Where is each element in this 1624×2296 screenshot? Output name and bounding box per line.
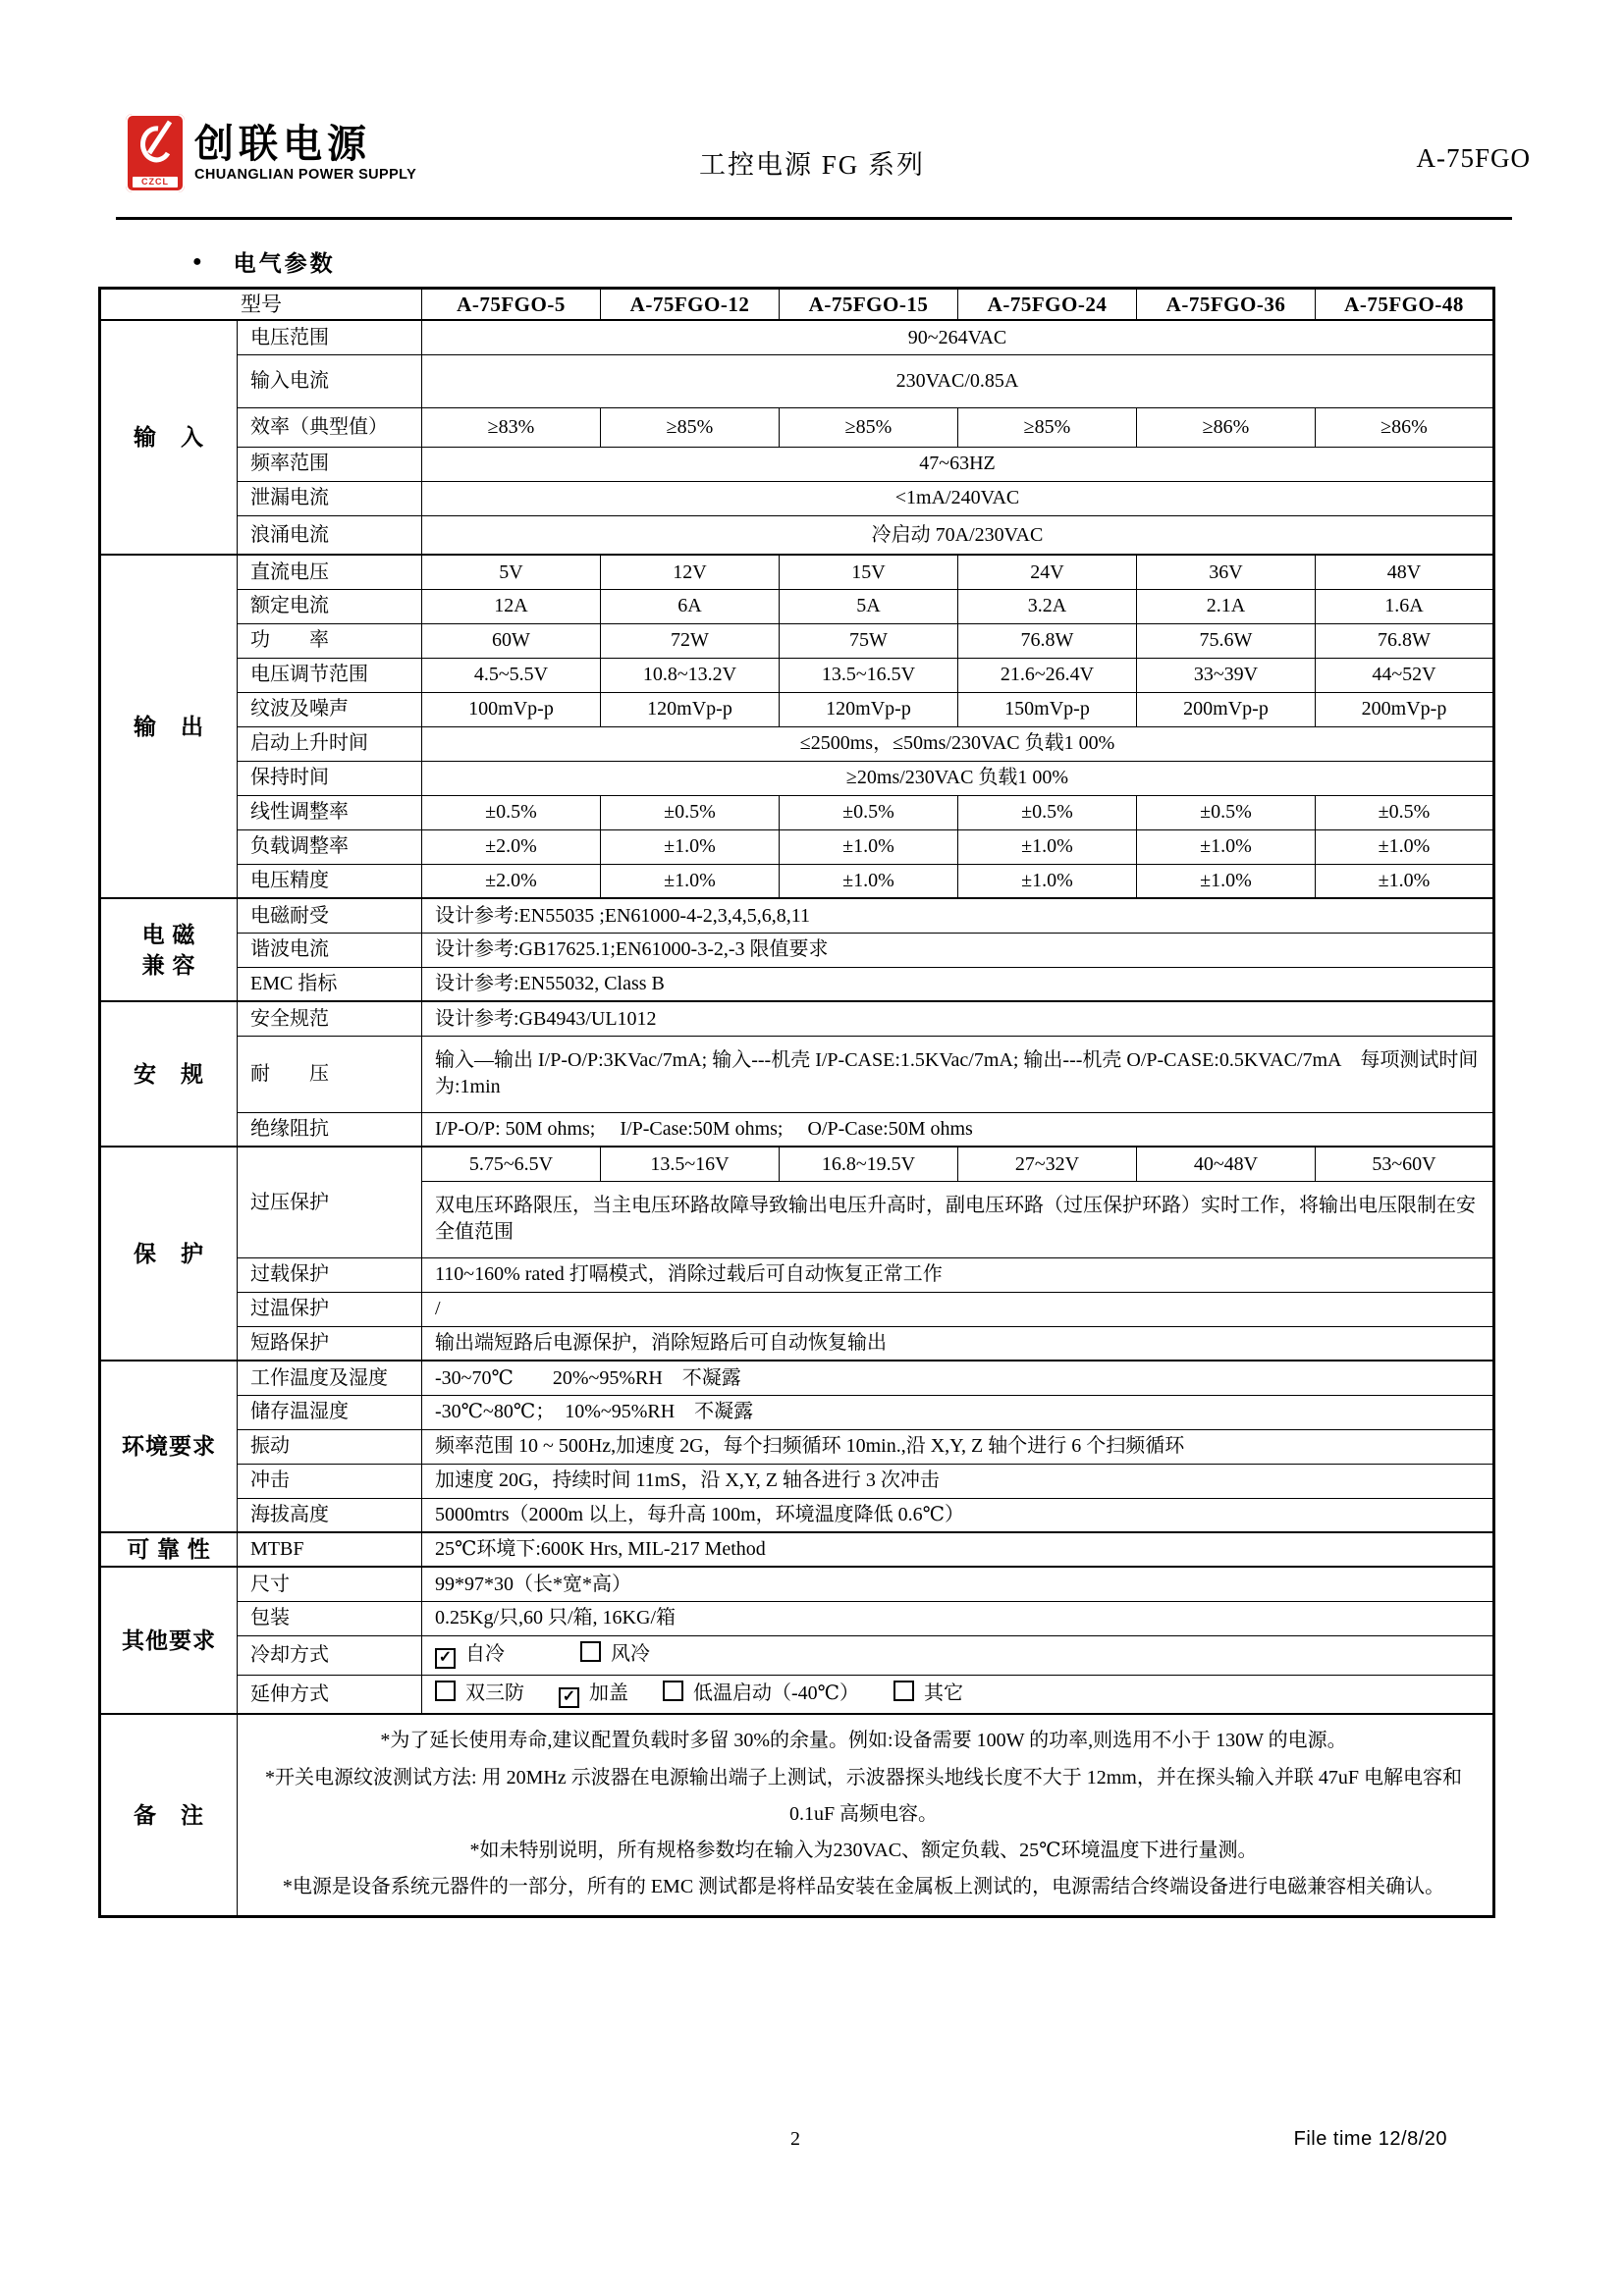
cell-value: ≥85%	[601, 407, 780, 447]
row-label: 过载保护	[238, 1257, 422, 1292]
group-emc	[100, 898, 238, 1001]
group-environment: 环境要求	[100, 1361, 238, 1532]
checkbox-label: 其它	[924, 1682, 964, 1705]
cell-value: 120mVp-p	[601, 692, 780, 726]
table-row-rise-time	[100, 726, 1494, 761]
checkbox-option	[435, 1641, 505, 1669]
checkbox-unchecked-icon	[893, 1681, 914, 1701]
table-row-dc-voltage	[100, 555, 1494, 589]
row-label: 绝缘阻抗	[238, 1112, 422, 1147]
table-row-models	[100, 289, 1494, 321]
cell-value: ±0.5%	[601, 795, 780, 829]
checkbox-label: 加盖	[589, 1682, 628, 1705]
row-label: 电压调节范围	[238, 658, 422, 692]
row-label: 包装	[238, 1601, 422, 1635]
cell-value: 120mVp-p	[780, 692, 958, 726]
cell-value: 75W	[780, 623, 958, 658]
row-value: 输出端短路后电源保护，消除短路后可自动恢复输出	[422, 1326, 1494, 1361]
cell-value: 4.5~5.5V	[422, 658, 601, 692]
table-row-vibration	[100, 1429, 1494, 1464]
table-row-olp	[100, 1257, 1494, 1292]
group-input: 输 入	[100, 320, 238, 555]
logo-company-name-en: CHUANGLIAN POWER SUPPLY	[194, 167, 417, 183]
row-label: 振动	[238, 1429, 422, 1464]
checkbox-label: 自冷	[465, 1643, 505, 1666]
cell-value: 21.6~26.4V	[958, 658, 1137, 692]
table-row-storage-temp	[100, 1395, 1494, 1429]
cell-value: ±1.0%	[601, 864, 780, 898]
table-row-voltage-range	[100, 320, 1494, 354]
table-row-line-reg	[100, 795, 1494, 829]
row-label: 冷却方式	[238, 1635, 422, 1675]
table-row-extension	[100, 1675, 1494, 1714]
checkbox-label: 双三防	[465, 1682, 524, 1705]
checkbox-label: 风冷	[611, 1643, 650, 1666]
cell-value: ≥86%	[1137, 407, 1316, 447]
cell-value: 3.2A	[958, 589, 1137, 623]
note-line: *开关电源纹波测试方法: 用 20MHz 示波器在电源输出端子上测试，示波器探头地线长度不大于 12mm，并在探头输入并联 47uF 电解电容和 0.1uF 高频电容。	[265, 1766, 1462, 1825]
cell-value: ±1.0%	[958, 864, 1137, 898]
table-row-otp	[100, 1292, 1494, 1326]
row-value: /	[422, 1292, 1494, 1326]
cell-value: 200mVp-p	[1137, 692, 1316, 726]
row-label: MTBF	[238, 1532, 422, 1567]
row-label: 电压范围	[238, 320, 422, 354]
row-label: 额定电流	[238, 589, 422, 623]
table-row-ripple	[100, 692, 1494, 726]
cell-value: 100mVp-p	[422, 692, 601, 726]
cell-value: ±1.0%	[780, 829, 958, 864]
row-value: 99*97*30（长*宽*高）	[422, 1567, 1494, 1601]
row-label: 电磁耐受	[238, 898, 422, 933]
cell-value: 5A	[780, 589, 958, 623]
document-code: A-75FGO	[1416, 143, 1531, 173]
cell-value: 44~52V	[1316, 658, 1494, 692]
cell-value: 40~48V	[1137, 1147, 1316, 1181]
row-label: 过温保护	[238, 1292, 422, 1326]
checkbox-unchecked-icon	[435, 1681, 456, 1701]
checkbox-option	[559, 1681, 628, 1708]
row-value: -30~70℃ 20%~95%RH 不凝露	[422, 1361, 1494, 1395]
table-row-insulation	[100, 1112, 1494, 1147]
row-label: 功 率	[238, 623, 422, 658]
table-row-inrush	[100, 515, 1494, 555]
row-value: 双电压环路限压，当主电压环路故障导致输出电压升高时，副电压环路（过压保护环路）实时工作，将输出电压限制在安全值范围	[422, 1181, 1494, 1257]
group-other: 其他要求	[100, 1567, 238, 1714]
cell-value: ±1.0%	[1137, 829, 1316, 864]
cell-value: 72W	[601, 623, 780, 658]
row-label: 泄漏电流	[238, 481, 422, 515]
table-row-v-accuracy	[100, 864, 1494, 898]
cell-value: 12A	[422, 589, 601, 623]
cell-value: 10.8~13.2V	[601, 658, 780, 692]
bullet-icon: ●	[192, 252, 202, 270]
checkbox-option	[435, 1681, 524, 1707]
cell-value: 15V	[780, 555, 958, 589]
checkbox-label: 低温启动（-40℃）	[693, 1682, 860, 1705]
cell-value: ±0.5%	[780, 795, 958, 829]
cell-value: 13.5~16V	[601, 1147, 780, 1181]
cell-value: ±2.0%	[422, 829, 601, 864]
row-value: -30℃~80℃； 10%~95%RH 不凝露	[422, 1395, 1494, 1429]
table-row-mtbf	[100, 1532, 1494, 1567]
logo-badge: CZCL	[133, 177, 178, 187]
cell-value: ±1.0%	[1316, 864, 1494, 898]
row-value: 冷启动 70A/230VAC	[422, 515, 1494, 555]
table-row-leakage	[100, 481, 1494, 515]
row-label: 纹波及噪声	[238, 692, 422, 726]
model-name: A-75FGO-24	[958, 289, 1137, 321]
row-value: I/P-O/P: 50M ohms; I/P-Case:50M ohms; O/P-Case:50M ohms	[422, 1112, 1494, 1147]
group-emc-line2: 兼 容	[141, 952, 196, 978]
extension-options	[422, 1675, 1494, 1714]
checkbox-checked-icon: ✓	[559, 1687, 579, 1708]
cell-value: ±1.0%	[1316, 829, 1494, 864]
note-line: *为了延长使用寿命,建议配置负载时多留 30%的余量。例如:设备需要 100W 的功率,则选用不小于 130W 的电源。	[380, 1730, 1347, 1752]
table-row-rated-current	[100, 589, 1494, 623]
cell-value: ±2.0%	[422, 864, 601, 898]
row-label: 工作温度及湿度	[238, 1361, 422, 1395]
model-name: A-75FGO-48	[1316, 289, 1494, 321]
row-value: ≤2500ms，≤50ms/230VAC 负载1 00%	[422, 726, 1494, 761]
row-label: 启动上升时间	[238, 726, 422, 761]
row-value: 47~63HZ	[422, 447, 1494, 481]
table-row-power	[100, 623, 1494, 658]
table-row-ovp	[100, 1147, 1494, 1181]
cell-value: 5.75~6.5V	[422, 1147, 601, 1181]
row-value: 设计参考:EN55032, Class B	[422, 967, 1494, 1001]
cell-value: ≥85%	[958, 407, 1137, 447]
row-value: 25℃环境下:600K Hrs, MIL-217 Method	[422, 1532, 1494, 1567]
cell-value: 2.1A	[1137, 589, 1316, 623]
row-label: 浪涌电流	[238, 515, 422, 555]
table-row-cooling	[100, 1635, 1494, 1675]
cell-value: 76.8W	[1316, 623, 1494, 658]
cell-value: 24V	[958, 555, 1137, 589]
row-label: 保持时间	[238, 761, 422, 795]
row-value: 90~264VAC	[422, 320, 1494, 354]
table-row-freq-range	[100, 447, 1494, 481]
checkbox-option	[893, 1681, 963, 1707]
checkbox-option	[663, 1681, 859, 1707]
model-name: A-75FGO-5	[422, 289, 601, 321]
checkbox-option	[580, 1641, 650, 1668]
cell-value: 53~60V	[1316, 1147, 1494, 1181]
cell-value: 16.8~19.5V	[780, 1147, 958, 1181]
row-label: EMC 指标	[238, 967, 422, 1001]
cell-value: 27~32V	[958, 1147, 1137, 1181]
checkbox-checked-icon: ✓	[435, 1648, 456, 1669]
cell-value: ±0.5%	[958, 795, 1137, 829]
row-value: 设计参考:GB17625.1;EN61000-3-2,-3 限值要求	[422, 933, 1494, 967]
row-value: 设计参考:EN55035 ;EN61000-4-2,3,4,5,6,8,11	[422, 898, 1494, 933]
table-row-input-current	[100, 354, 1494, 407]
row-label: 线性调整率	[238, 795, 422, 829]
cell-value: ±0.5%	[422, 795, 601, 829]
cell-value: 36V	[1137, 555, 1316, 589]
row-label: 频率范围	[238, 447, 422, 481]
table-row-hold-time	[100, 761, 1494, 795]
row-label: 输入电流	[238, 354, 422, 407]
cell-value: 60W	[422, 623, 601, 658]
cell-value: ≥85%	[780, 407, 958, 447]
header-divider	[116, 217, 1512, 220]
row-label: 过压保护	[238, 1147, 422, 1257]
table-row-efficiency	[100, 407, 1494, 447]
row-value: 230VAC/0.85A	[422, 354, 1494, 407]
row-label: 延伸方式	[238, 1675, 422, 1714]
cell-value: 48V	[1316, 555, 1494, 589]
cell-value: 75.6W	[1137, 623, 1316, 658]
row-label: 效率（典型值）	[238, 407, 422, 447]
row-label: 海拔高度	[238, 1498, 422, 1532]
row-label: 耐 压	[238, 1036, 422, 1112]
row-value: 110~160% rated 打嗝模式，消除过载后可自动恢复正常工作	[422, 1257, 1494, 1292]
cell-value: 6A	[601, 589, 780, 623]
row-label: 负载调整率	[238, 829, 422, 864]
model-name: A-75FGO-12	[601, 289, 780, 321]
row-label: 安全规范	[238, 1001, 422, 1036]
model-label: 型号	[100, 289, 422, 321]
group-safety: 安 规	[100, 1001, 238, 1147]
row-label: 短路保护	[238, 1326, 422, 1361]
note-line: *如未特别说明，所有规格参数均在输入为230VAC、额定负载、25℃环境温度下进行量测。	[469, 1839, 1258, 1861]
cell-value: ±1.0%	[780, 864, 958, 898]
table-row-emi-immunity	[100, 898, 1494, 933]
cell-value: ±1.0%	[601, 829, 780, 864]
group-emc-line1: 电 磁	[141, 922, 196, 947]
group-protection: 保 护	[100, 1147, 238, 1361]
note-line: *电源是设备系统元器件的一部分，所有的 EMC 测试都是将样品安装在金属板上测试的，电源需结合终端设备进行电磁兼容相关确认。	[282, 1876, 1445, 1898]
cell-value: ±1.0%	[958, 829, 1137, 864]
cell-value: 1.6A	[1316, 589, 1494, 623]
cell-value: 200mVp-p	[1316, 692, 1494, 726]
cell-value: 76.8W	[958, 623, 1137, 658]
row-value: 5000mtrs（2000m 以上，每升高 100m，环境温度降低 0.6℃）	[422, 1498, 1494, 1532]
table-row-harmonic	[100, 933, 1494, 967]
cell-value: 13.5~16.5V	[780, 658, 958, 692]
cell-value: ≥86%	[1316, 407, 1494, 447]
page-number: 2	[790, 2128, 800, 2150]
table-row-vadj-range	[100, 658, 1494, 692]
section-heading	[192, 245, 336, 278]
row-value: 设计参考:GB4943/UL1012	[422, 1001, 1494, 1036]
cooling-options	[422, 1635, 1494, 1675]
table-row-withstand	[100, 1036, 1494, 1112]
group-reliability: 可 靠 性	[100, 1532, 238, 1567]
table-row-scp	[100, 1326, 1494, 1361]
table-row-notes	[100, 1714, 1494, 1916]
table-row-packing	[100, 1601, 1494, 1635]
file-time: File time 12/8/20	[1293, 2128, 1447, 2150]
row-value: 频率范围 10 ~ 500Hz,加速度 2G，每个扫频循环 10min.,沿 X,Y, Z 轴个进行 6 个扫频循环	[422, 1429, 1494, 1464]
row-label: 直流电压	[238, 555, 422, 589]
table-row-op-temp	[100, 1361, 1494, 1395]
row-value: <1mA/240VAC	[422, 481, 1494, 515]
group-notes: 备 注	[100, 1714, 238, 1916]
cell-value: 12V	[601, 555, 780, 589]
row-value: 加速度 20G，持续时间 11mS，沿 X,Y, Z 轴各进行 3 次冲击	[422, 1464, 1494, 1498]
table-row-safety-std	[100, 1001, 1494, 1036]
notes-content	[238, 1714, 1494, 1916]
row-value: 输入—输出 I/P-O/P:3KVac/7mA; 输入---机壳 I/P-CASE:1.5KVac/7mA; 输出---机壳 O/P-CASE:0.5KVAC/7mA 每项测试时间为:1min	[422, 1036, 1494, 1112]
cell-value: ±0.5%	[1316, 795, 1494, 829]
spec-table	[98, 287, 1495, 1918]
cell-value: ±1.0%	[1137, 864, 1316, 898]
table-row-shock	[100, 1464, 1494, 1498]
model-name: A-75FGO-15	[780, 289, 958, 321]
model-name: A-75FGO-36	[1137, 289, 1316, 321]
cell-value: ±0.5%	[1137, 795, 1316, 829]
group-output: 输 出	[100, 555, 238, 898]
row-value: ≥20ms/230VAC 负载1 00%	[422, 761, 1494, 795]
table-row-emc-index	[100, 967, 1494, 1001]
cell-value: 5V	[422, 555, 601, 589]
row-label: 储存温湿度	[238, 1395, 422, 1429]
row-label: 谐波电流	[238, 933, 422, 967]
table-row-dimensions	[100, 1567, 1494, 1601]
row-label: 冲击	[238, 1464, 422, 1498]
section-title: 电气参数	[233, 251, 336, 276]
checkbox-unchecked-icon	[663, 1681, 683, 1701]
table-row-load-reg	[100, 829, 1494, 864]
cell-value: 150mVp-p	[958, 692, 1137, 726]
document-title: 工控电源 FG 系列	[698, 150, 925, 180]
logo-company-name: 创联电源	[194, 122, 371, 166]
row-value: 0.25Kg/只,60 只/箱, 16KG/箱	[422, 1601, 1494, 1635]
row-label: 电压精度	[238, 864, 422, 898]
cell-value: ≥83%	[422, 407, 601, 447]
checkbox-unchecked-icon	[580, 1641, 601, 1662]
cell-value: 33~39V	[1137, 658, 1316, 692]
row-label: 尺寸	[238, 1567, 422, 1601]
table-row-altitude	[100, 1498, 1494, 1532]
